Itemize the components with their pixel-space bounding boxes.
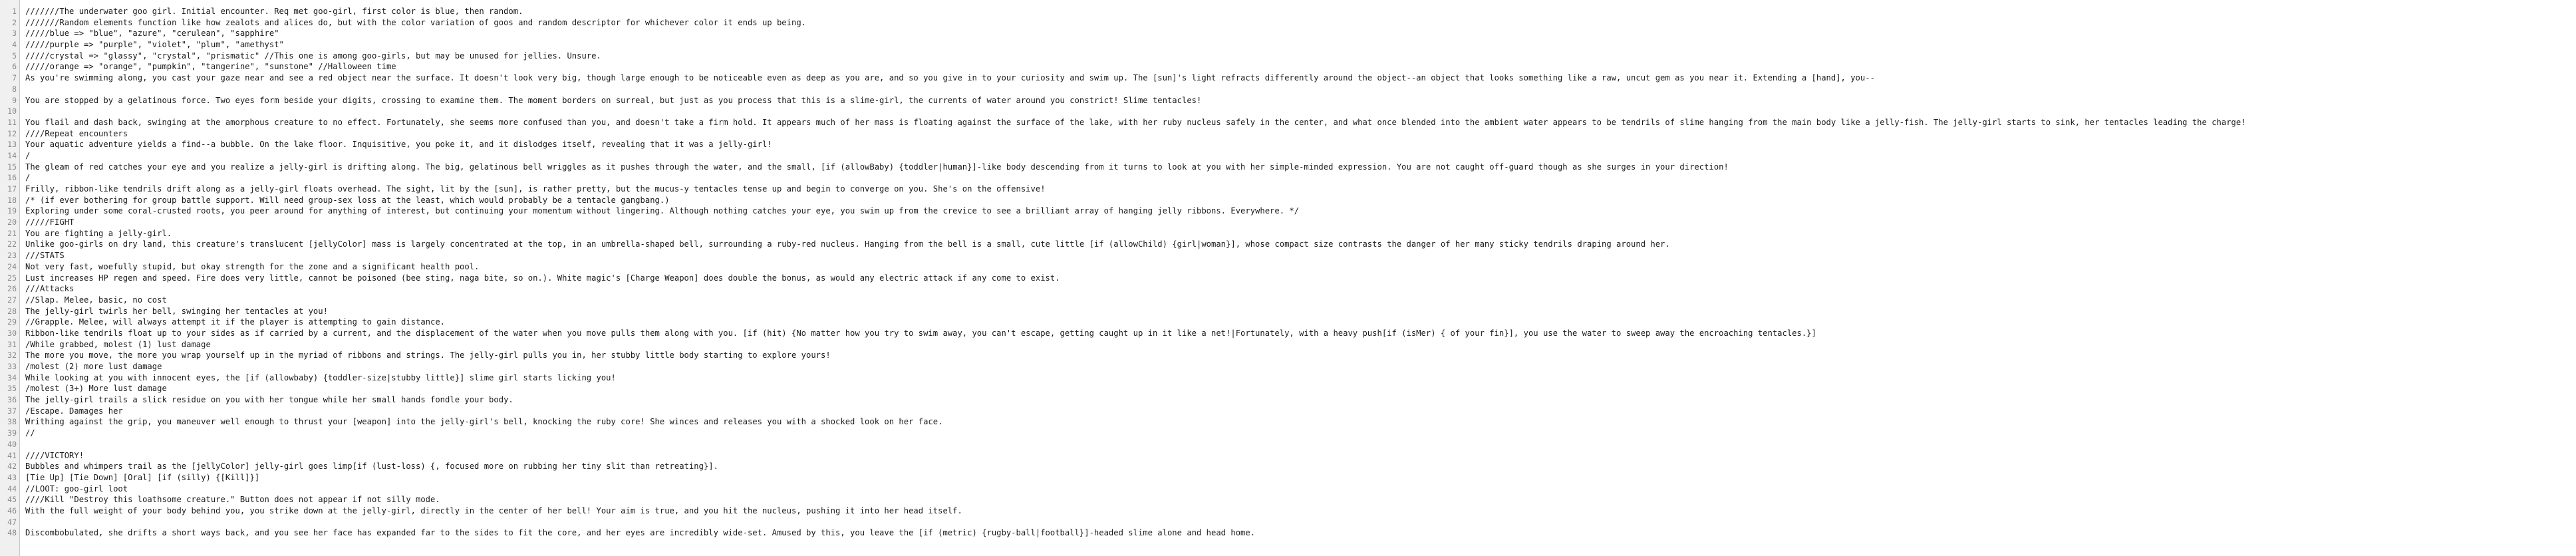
code-line[interactable]: [Tie Up] [Tie Down] [Oral] [if (silly) {[Kill]}]: [25, 472, 260, 482]
code-line[interactable]: [25, 517, 2576, 528]
code-area[interactable]: [20, 0, 2576, 556]
line-number: 1: [12, 7, 17, 16]
code-line[interactable]: Discombobulated, she drifts a short ways back, and you see her face has expanded far to the sides to fit the core, and her eyes are incredibly wide-set. Amused by this, you leave the [if (metric) {rugby-ball|football}]-headed slime alone and head home.: [25, 528, 1256, 538]
line-number-gutter: [0, 0, 20, 556]
line-number: 16: [7, 173, 17, 183]
line-number: 24: [7, 261, 17, 271]
code-line[interactable]: ////VICTORY!: [25, 450, 84, 460]
code-line[interactable]: //LOOT: goo-girl loot: [25, 484, 128, 493]
line-number: 42: [7, 462, 17, 472]
line-number: 15: [7, 162, 17, 172]
line-number: 5: [12, 51, 17, 61]
code-line[interactable]: Lust increases HP regen and speed. Fire does very little, cannot be poisoned (bee sting, naga bite, so on.). White magic's [Charge Weapon] does double the bonus, as would any electric attack if any come to exist.: [25, 273, 1060, 283]
line-number: 46: [7, 505, 17, 515]
code-line[interactable]: As you're swimming along, you cast your gaze near and see a red object near the surface. It doesn't look very big, though large enough to be noticeable even as deep as you are, and so you give in to your curiosity and swim up. The [sun]'s light refracts differently around the object--an object that looks something like a raw, uncut gem as you near it. Extending a [hand], you--: [25, 73, 1875, 83]
code-line[interactable]: You are fighting a jelly-girl.: [25, 228, 172, 238]
line-number: 22: [7, 239, 17, 249]
code-line[interactable]: While looking at you with innocent eyes, the [if (allowbaby) {toddler-size|stubby little}] slime girl starts licking you!: [25, 372, 616, 382]
line-number: 19: [7, 206, 17, 216]
line-number: 40: [7, 439, 17, 449]
code-line[interactable]: The jelly-girl trails a slick residue on you with her tongue while her small hands fondle your body.: [25, 395, 513, 405]
code-line[interactable]: Not very fast, woefully stupid, but okay strength for the zone and a significant health pool.: [25, 261, 480, 271]
line-number: 6: [12, 62, 17, 72]
line-number: 20: [7, 217, 17, 227]
line-number: 32: [7, 350, 17, 360]
code-line[interactable]: //: [25, 428, 35, 438]
code-line[interactable]: You flail and dash back, swinging at the amorphous creature to no effect. Fortunately, she seems more confused than you, and doesn't take a firm hold. It appears much of her mass is floating against the surface of the lake, with her ruby nucleus safely in the center, and what once blended into the ambient water appears to be tendrils of slime hanging from the main body like a jelly-fish. The jelly-girl starts to sink, her tentacles leading the charge!: [25, 117, 2246, 127]
code-line[interactable]: /////FIGHT: [25, 217, 74, 227]
line-number: 45: [7, 495, 17, 505]
code-line[interactable]: ////Kill "Destroy this loathsome creature." Button does not appear if not silly mode.: [25, 495, 440, 505]
code-line[interactable]: Bubbles and whimpers trail as the [jellyColor] jelly-girl goes limp[if (lust-loss) {, focused more on rubbing her tiny slit than retreating}].: [25, 462, 718, 472]
line-number: 47: [7, 517, 17, 527]
line-number: 41: [7, 450, 17, 460]
line-number: 35: [7, 384, 17, 394]
line-number: 23: [7, 251, 17, 261]
line-number: 37: [7, 406, 17, 416]
line-number: 33: [7, 362, 17, 371]
code-line[interactable]: /////orange => "orange", "pumpkin", "tangerine", "sunstone" //Halloween time: [25, 62, 396, 72]
code-line[interactable]: Ribbon-like tendrils float up to your sides as if carried by a current, and the displacement of the water when you move pulls them along with you. [if (hit) {No matter how you try to swim away, you can't escape, getting caught up in it like a net!|Fortunately, with a heavy push[if (isMer) { of your fin}], you use the water to sweep away the encroaching tentacles.}]: [25, 328, 1816, 338]
code-line[interactable]: /////crystal => "glassy", "crystal", "prismatic" //This one is among goo-girls, but may be unused for jellies. Unsure.: [25, 51, 601, 61]
line-number: 10: [7, 106, 17, 116]
line-number: 8: [12, 84, 17, 94]
line-number: 25: [7, 273, 17, 283]
line-number: 3: [12, 29, 17, 39]
code-line[interactable]: ///STATS: [25, 251, 65, 261]
code-line[interactable]: /* (if ever bothering for group battle support. Will need group-sex loss at the least, which would probably be a tentacle gangbang.): [25, 195, 670, 205]
code-line[interactable]: Exploring under some coral-crusted roots, you peer around for anything of interest, but continuing your momentum without lingering. Although nothing catches your eye, you swim up from the crevice to see a brilliant array of hanging jelly ribbons. Everywhere. */: [25, 206, 1300, 216]
code-line[interactable]: [25, 106, 2576, 117]
line-number: 12: [7, 128, 17, 138]
line-number: 36: [7, 395, 17, 405]
line-number: 13: [7, 140, 17, 150]
line-number: 21: [7, 228, 17, 238]
code-line[interactable]: ////Repeat encounters: [25, 128, 128, 138]
line-number: 17: [7, 184, 17, 194]
code-line[interactable]: Unlike goo-girls on dry land, this creature's translucent [jellyColor] mass is largely concentrated at the top, in an umbrella-shaped bell, surrounding a ruby-red nucleus. Hanging from the bell is a small, cute little [if (allowChild) {girl|woman}], whose compact size contrasts the danger of her many sticky tendrils draping around her.: [25, 239, 1670, 249]
line-number: 48: [7, 528, 17, 538]
code-line[interactable]: [25, 84, 2576, 95]
line-number: 26: [7, 284, 17, 294]
code-line[interactable]: /molest (3+) More lust damage: [25, 384, 167, 394]
code-line[interactable]: Your aquatic adventure yields a find--a bubble. On the lake floor. Inquisitive, you poke it, and it dislodges itself, revealing that it was a jelly-girl!: [25, 140, 772, 150]
line-number: 29: [7, 317, 17, 327]
code-line[interactable]: The jelly-girl twirls her bell, swinging her tentacles at you!: [25, 306, 328, 316]
code-line[interactable]: /: [25, 173, 31, 183]
code-line[interactable]: The gleam of red catches your eye and you realize a jelly-girl is drifting along. The big, gelatinous bell wriggles as it pushes through the water, and the small, [if (allowBaby) {toddler|human}]-like body descending from it turns to look at you with her simple-minded expression. You are not caught off-guard though as she surges in your direction!: [25, 162, 1729, 172]
line-number: 4: [12, 40, 17, 50]
line-number: 11: [7, 117, 17, 127]
code-line[interactable]: /////purple => "purple", "violet", "plum", "amethyst": [25, 40, 284, 50]
code-line[interactable]: You are stopped by a gelatinous force. Two eyes form beside your digits, crossing to examine them. The moment borders on surreal, but just as you process that this is a slime-girl, the currents of water around you constrict! Slime tentacles!: [25, 95, 1202, 105]
code-line[interactable]: ///////The underwater goo girl. Initial encounter. Req met goo-girl, first color is blue, then random.: [25, 7, 523, 16]
code-line[interactable]: With the full weight of your body behind you, you strike down at the jelly-girl, directly in the center of her bell! Your aim is true, and you hit the nucleus, pushing it into her head itself.: [25, 505, 962, 515]
line-number: 27: [7, 295, 17, 305]
line-number: 14: [7, 150, 17, 160]
code-line[interactable]: /While grabbed, molest (1) lust damage: [25, 339, 211, 349]
line-number: 44: [7, 484, 17, 493]
code-line[interactable]: /molest (2) more lust damage: [25, 362, 162, 371]
line-number: 28: [7, 306, 17, 316]
line-number: 18: [7, 195, 17, 205]
code-line[interactable]: /////blue => "blue", "azure", "cerulean", "sapphire": [25, 29, 279, 39]
line-number: 34: [7, 372, 17, 382]
line-number: 30: [7, 328, 17, 338]
line-number: 31: [7, 339, 17, 349]
code-line[interactable]: /: [25, 150, 31, 160]
code-line[interactable]: /Escape. Damages her: [25, 406, 123, 416]
code-line[interactable]: The more you move, the more you wrap yourself up in the myriad of ribbons and strings. The jelly-girl pulls you in, her stubby little body starting to explore yours!: [25, 350, 831, 360]
code-line[interactable]: //Grapple. Melee, will always attempt it if the player is attempting to gain distance.: [25, 317, 446, 327]
line-number: 39: [7, 428, 17, 438]
code-line[interactable]: //Slap. Melee, basic, no cost: [25, 295, 167, 305]
code-line[interactable]: [25, 439, 2576, 450]
code-line[interactable]: Writhing against the grip, you maneuver well enough to thrust your [weapon] into the jelly-girl's bell, knocking the ruby core! She winces and releases you with a shocked look on her face.: [25, 417, 943, 427]
code-line[interactable]: Frilly, ribbon-like tendrils drift along as a jelly-girl floats overhead. The sight, lit by the [sun], is rather pretty, but the mucus-y tentacles tense up and begin to converge on you. She's on the offensive!: [25, 184, 1046, 194]
code-line[interactable]: ///////Random elements function like how zealots and alices do, but with the color variation of goos and random descriptor for whichever color it ends up being.: [25, 17, 806, 27]
line-number: 2: [12, 17, 17, 27]
code-line[interactable]: ///Attacks: [25, 284, 74, 294]
line-number: 38: [7, 417, 17, 427]
line-number: 7: [12, 73, 17, 83]
line-number: 43: [7, 472, 17, 482]
line-number: 9: [12, 95, 17, 105]
